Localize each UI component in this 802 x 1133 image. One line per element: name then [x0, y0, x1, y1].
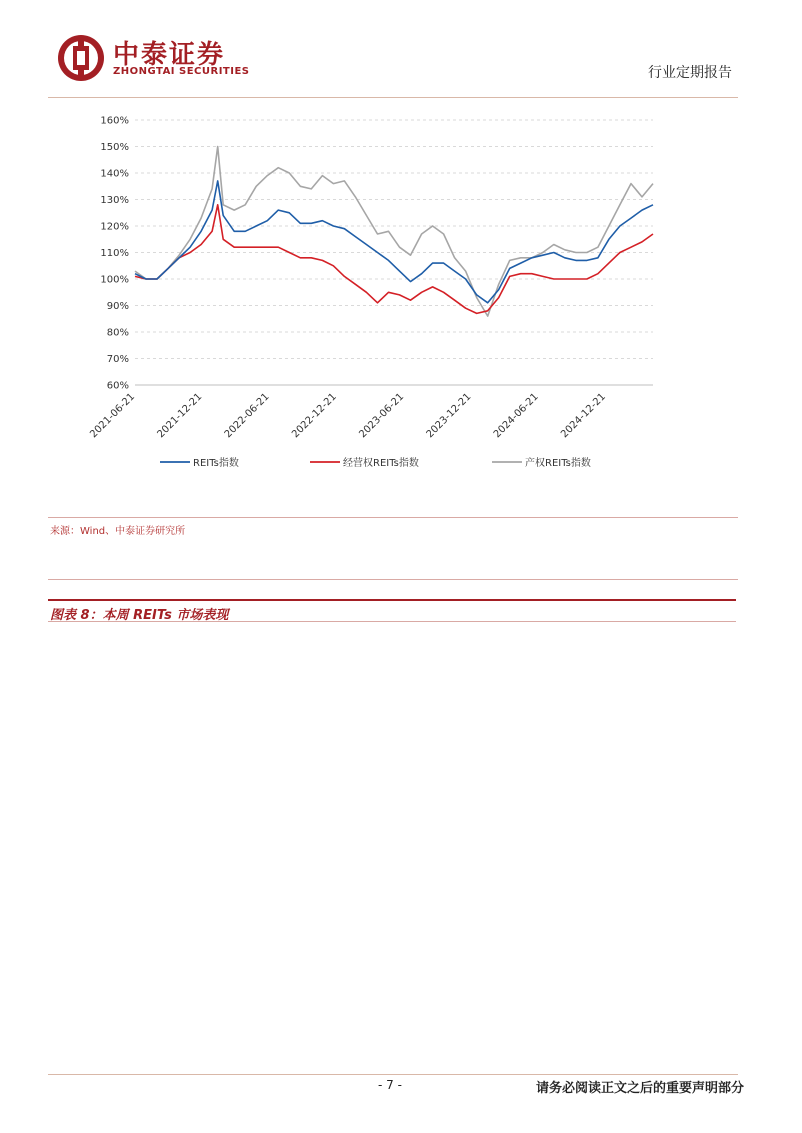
y-tick-label: 150%	[100, 142, 129, 153]
x-tick-label: 2021-12-21	[155, 391, 205, 441]
y-tick-label: 100%	[100, 274, 129, 286]
footer-disclaimer: 请务必阅读正文之后的重要声明部分	[535, 1081, 744, 1096]
brand-name-cn: 中泰证券	[113, 40, 226, 70]
footer-divider	[48, 1074, 738, 1075]
legend-label: 经营权REITs指数	[343, 458, 419, 469]
source-top-divider	[48, 517, 738, 518]
y-tick-label: 80%	[106, 327, 129, 339]
x-tick-label: 2024-06-21	[491, 391, 541, 441]
series-line-1	[135, 205, 653, 314]
figure-title: 图表 8：本周 REITs 市场表现	[50, 608, 229, 623]
legend-label: REITs指数	[193, 458, 239, 469]
figure-title-bar	[48, 599, 736, 601]
y-tick-label: 110%	[100, 248, 129, 259]
figure-title-underline	[48, 621, 736, 622]
header-divider	[48, 97, 738, 98]
brand-name-en: ZHONGTAI SECURITIES	[113, 66, 250, 77]
reits-index-line-chart	[60, 104, 710, 484]
x-tick-label: 2022-06-21	[222, 391, 272, 441]
x-tick-label: 2021-06-21	[88, 391, 138, 441]
y-tick-label: 160%	[100, 115, 129, 127]
x-tick-label: 2023-12-21	[424, 391, 474, 441]
zhongtai-logo-icon	[56, 33, 106, 83]
y-tick-label: 140%	[100, 168, 129, 180]
x-tick-label: 2024-12-21	[559, 391, 609, 441]
y-tick-label: 120%	[100, 221, 129, 233]
y-tick-label: 90%	[106, 301, 129, 312]
page-number: - 7 -	[378, 1078, 402, 1092]
chart-source: 来源：Wind、中泰证券研究所	[50, 526, 186, 537]
report-type: 行业定期报告	[648, 65, 732, 81]
x-tick-label: 2023-06-21	[357, 391, 407, 441]
y-tick-label: 130%	[100, 195, 129, 206]
section-divider	[48, 579, 738, 580]
y-tick-label: 60%	[106, 380, 129, 392]
legend-label: 产权REITs指数	[525, 458, 591, 469]
x-tick-label: 2022-12-21	[290, 391, 339, 441]
y-tick-label: 70%	[106, 354, 129, 365]
